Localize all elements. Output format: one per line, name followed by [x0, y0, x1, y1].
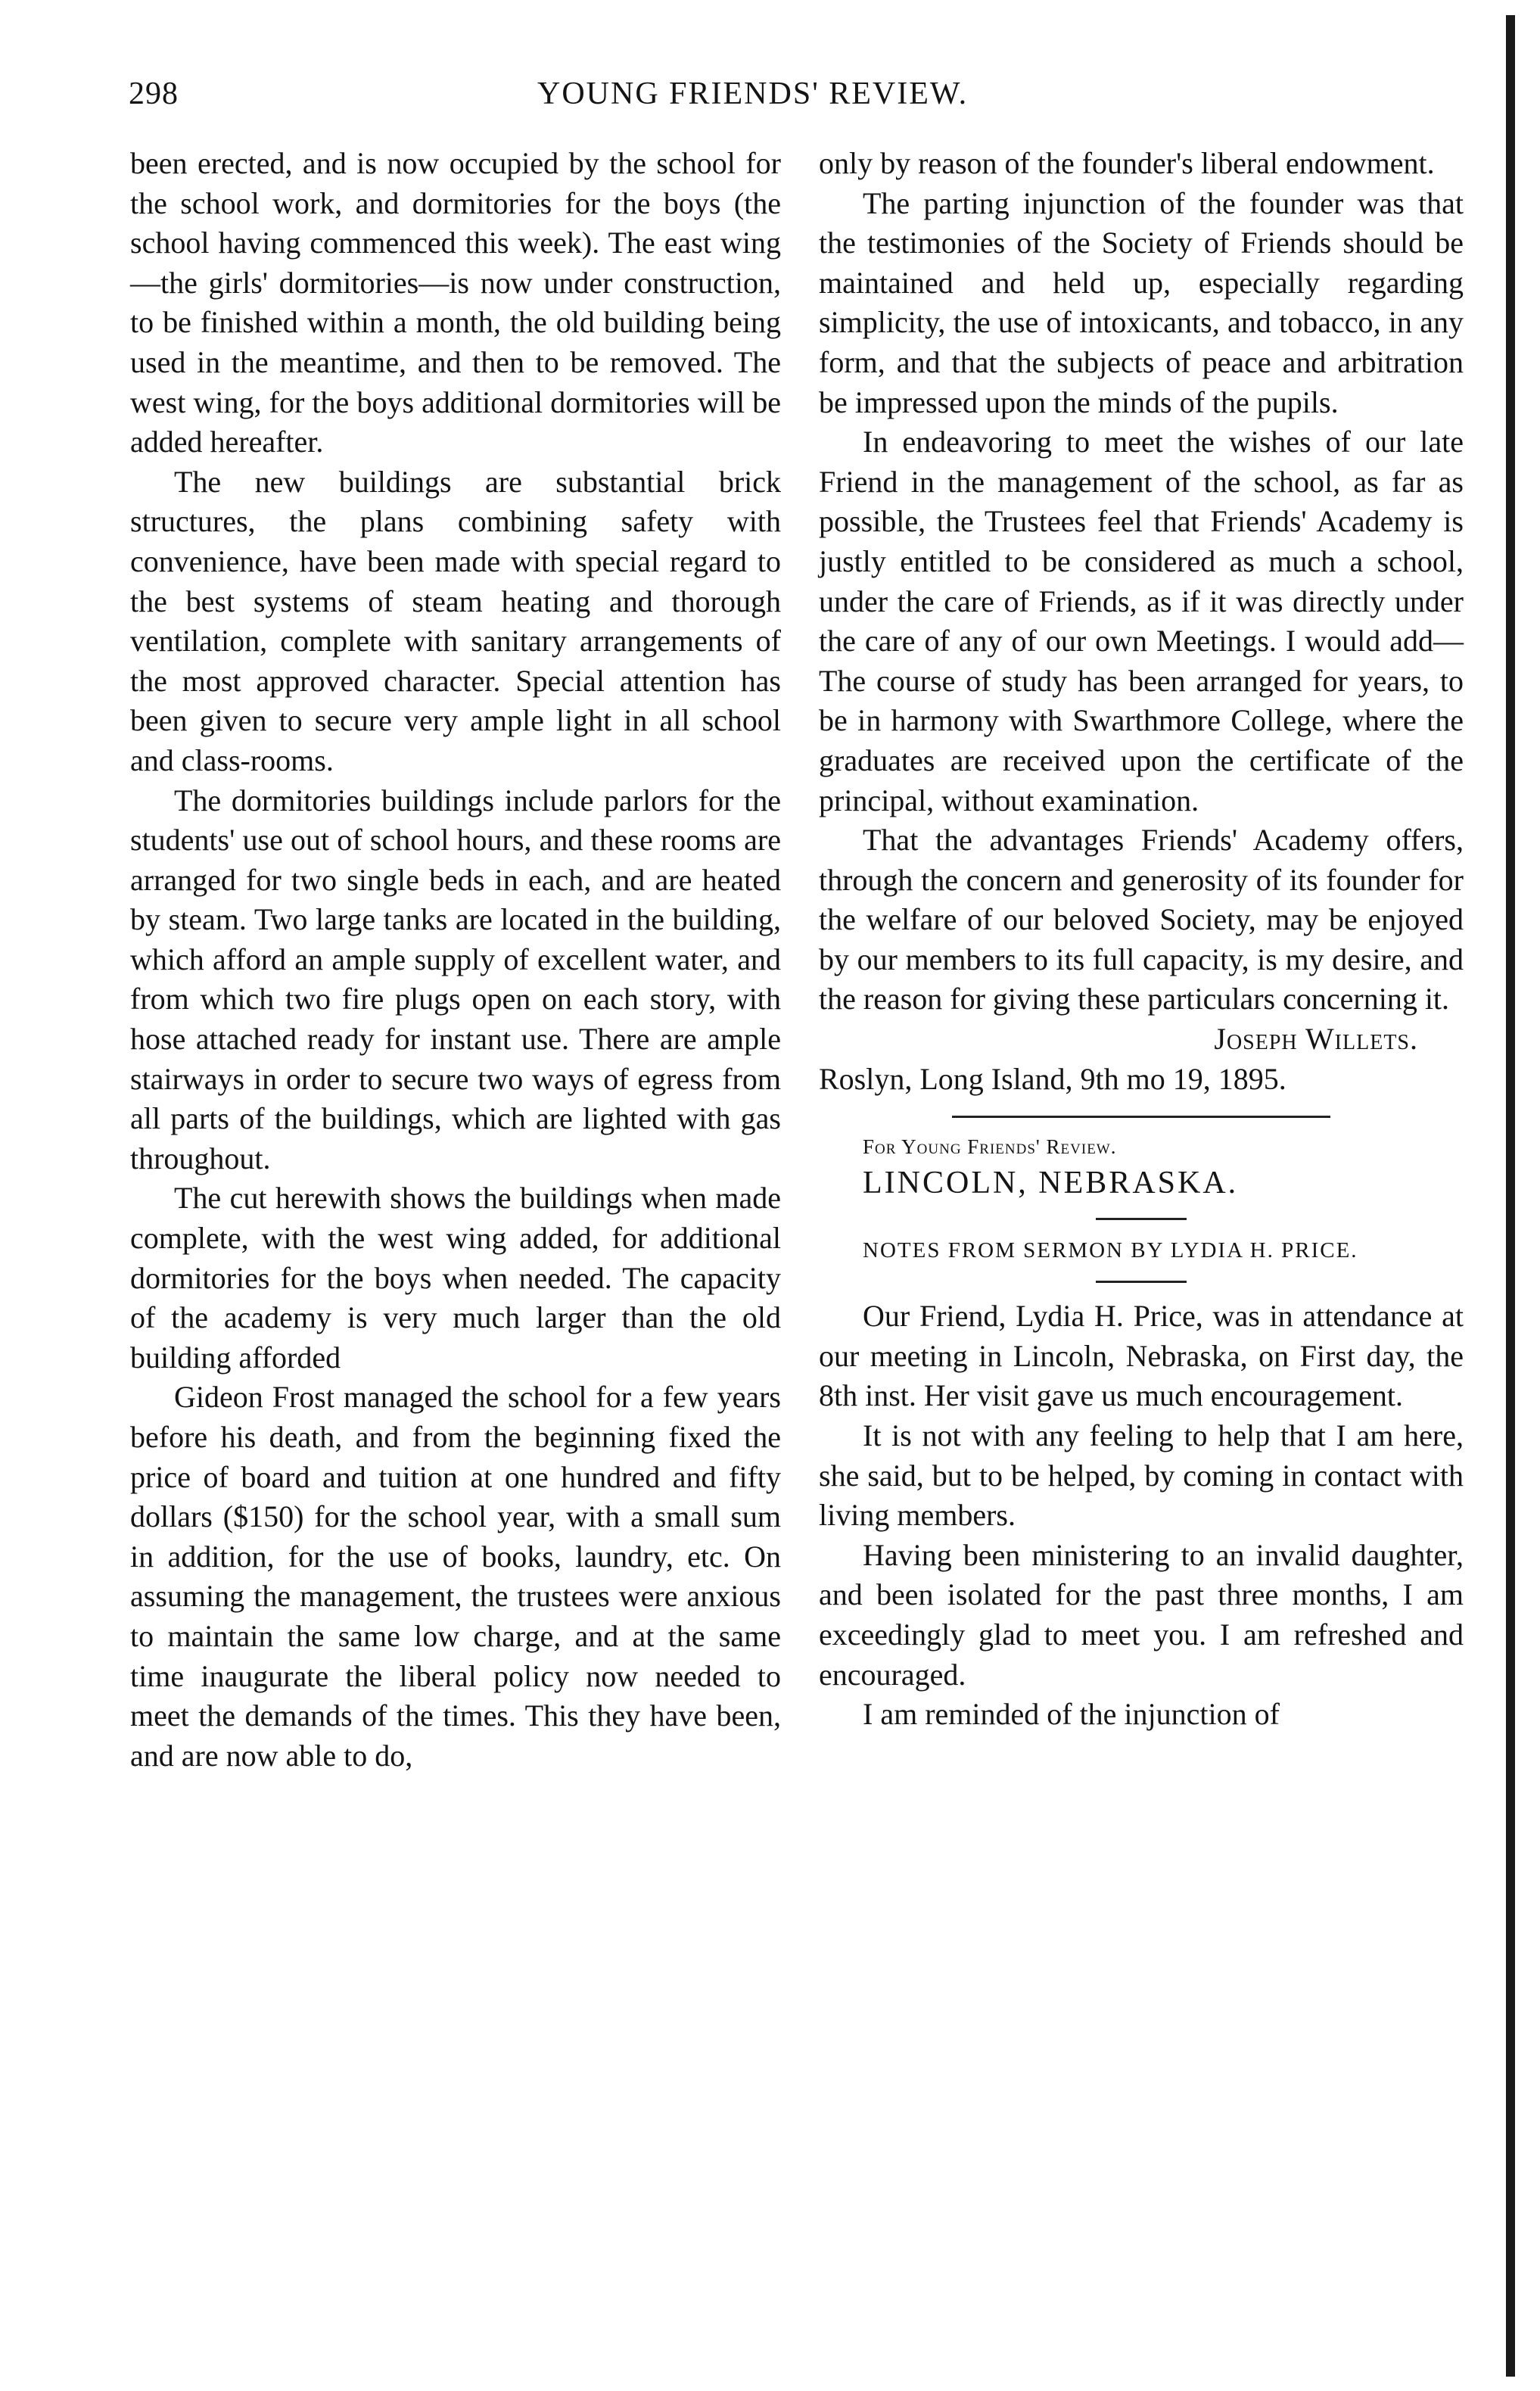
binding-edge-rule: [1506, 15, 1515, 2377]
paragraph: Gideon Frost managed the school for a few years before his death, and from the beginning fixed the price of board and tuition at one hundred and fifty dollars ($150) for the school year, with a small sum in addition, for the use of books, laundry, etc. On assuming the management, the trustees were anxious to maintain the same low charge, and at the same time inaugurate the liberal policy now needed to meet the demands of the times. This they have been, and are now able to do,: [130, 1380, 781, 1773]
left-column: [130, 144, 781, 1776]
paragraph: The cut herewith shows the buildings when made complete, with the west wing added, for additional dormitories for the boys when needed. The capacity of the academy is very much larger than the old building afforded: [130, 1181, 781, 1375]
signature: Joseph Willets.: [1214, 1022, 1418, 1057]
paragraph: Our Friend, Lydia H. Price, was in attendance at our meeting in Lincoln, Nebraska, on First day, the 8th inst. Her visit gave us much encouragement.: [819, 1299, 1464, 1413]
place-date-line: Roslyn, Long Island, 9th mo 19, 1895.: [819, 1061, 1286, 1096]
right-column: [819, 144, 1464, 1735]
section-divider: [952, 1116, 1330, 1118]
paragraph: The new buildings are substantial brick structures, the plans combining safety with convenience, have been made with special regard to the best systems of steam heating and thorough ventilation, complete with sanitary arrangements of the most approved character. Special attention has been given to secure very ample light in all school and class-rooms.: [130, 464, 781, 777]
paragraph: That the advantages Friends' Academy offers, through the concern and generosity of its founder for the welfare of our beloved Society, may be enjoyed by our members to its full capacity, is my desire, and the reason for giving these particulars concerning it.: [819, 823, 1464, 1016]
subtitle-rule: [1096, 1281, 1187, 1283]
article-credit: For Young Friends' Review.: [863, 1135, 1117, 1159]
paragraph: In endeavoring to meet the wishes of our late Friend in the management of the school, as far as possible, the Trustees feel that Friends' Academy is justly entitled to be considered as much a school, under the care of Friends, as if it was directly under the care of any of our own Meetings. I would add—The course of study has been arranged for years, to be in harmony with Swarthmore College, where the graduates are received upon the certificate of the principal, without examination.: [819, 425, 1464, 817]
title-rule: [1096, 1218, 1187, 1220]
paragraph: I am reminded of the injunction of: [863, 1697, 1280, 1732]
page-number: 298: [129, 76, 179, 111]
paragraph: It is not with any feeling to help that I am here, she said, but to be helped, by coming in contact with living members.: [819, 1418, 1464, 1533]
running-title: YOUNG FRIENDS' REVIEW.: [537, 76, 969, 111]
paragraph: Having been ministering to an invalid daughter, and been isolated for the past three months, I am exceedingly glad to meet you. I am refreshed and encouraged.: [819, 1537, 1464, 1692]
paragraph: only by reason of the founder's liberal endowment.: [819, 146, 1435, 180]
article-subtitle: NOTES FROM SERMON BY LYDIA H. PRICE.: [863, 1238, 1358, 1263]
paragraph: The parting injunction of the founder was that the testimonies of the Society of Friends should be maintained and held up, especially regarding simplicity, the use of intoxicants, and tobacco, in any form, and that the subjects of peace and arbitration be impressed upon the minds of the pupils.: [819, 185, 1464, 419]
paragraph: The dormitories buildings include parlors for the students' use out of school hours, and these rooms are arranged for two single beds in each, and are heated by steam. Two large tanks are located in the building, which afford an ample supply of excellent water, and from which two fire plugs open on each story, with hose attached ready for instant use. There are ample stairways in order to secure two ways of egress from all parts of the buildings, which are lighted with gas throughout.: [130, 783, 781, 1175]
page-header: [129, 76, 1461, 129]
paragraph: been erected, and is now occupied by the school for the school work, and dormitories for the boys (the school having commenced this week). The east wing—the girls' dormitories—is now under construction, to be finished within a month, the old building being used in the meantime, and then to be removed. The west wing, for the boys additional dormitories will be added hereafter.: [130, 146, 781, 459]
article-title: LINCOLN, NEBRASKA.: [863, 1166, 1239, 1201]
